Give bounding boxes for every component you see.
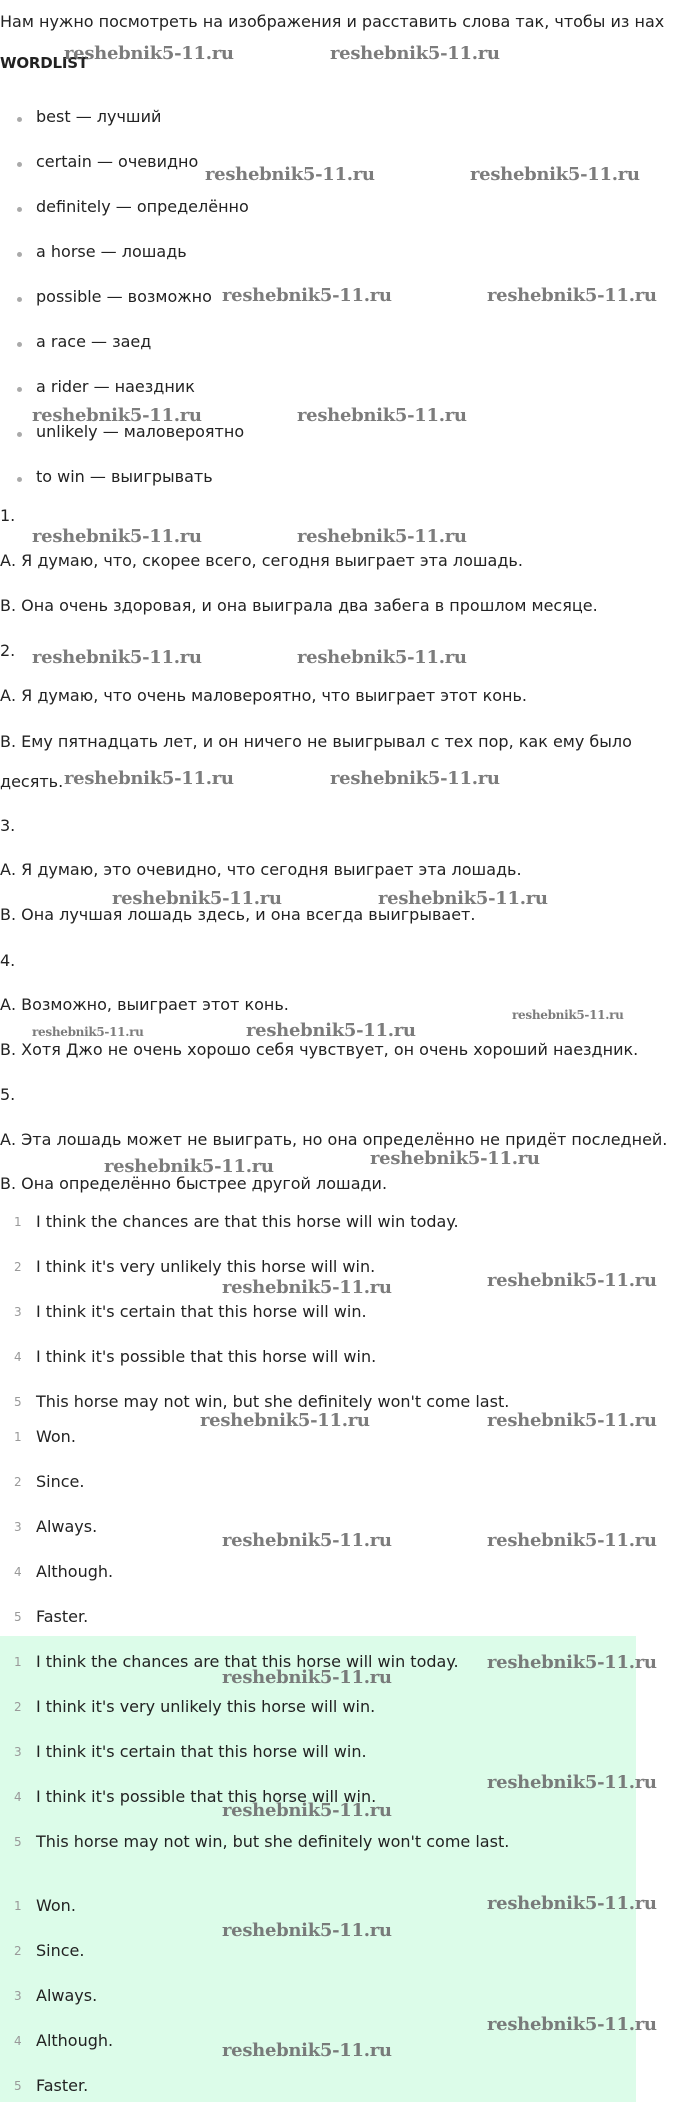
watermark: reshebnik5-11.ru — [32, 647, 202, 668]
watermark: reshebnik5-11.ru — [64, 43, 234, 64]
exercise-line-b: В. Ему пятнадцать лет, и он ничего не выигрывал с тех пор, как ему было — [0, 732, 632, 751]
watermark: reshebnik5-11.ru — [487, 2014, 657, 2035]
wordlist-item: to win — выигрывать — [36, 467, 213, 486]
watermark: reshebnik5-11.ru — [487, 1270, 657, 1291]
answer-list-number: 5 — [14, 1835, 22, 1849]
exercise-line-a: А. Возможно, выиграет этот конь. — [0, 995, 289, 1014]
exercise-line-b-cont: десять. — [0, 772, 64, 791]
exercise-number: 3. — [0, 816, 16, 835]
bullet-icon — [17, 387, 22, 392]
connector-item: Won. — [36, 1427, 76, 1446]
connector-item: Always. — [36, 1517, 98, 1536]
watermark: reshebnik5-11.ru — [222, 1667, 392, 1688]
list-number: 3 — [14, 1520, 22, 1534]
list-number: 4 — [14, 1350, 22, 1364]
answer-list-number: 2 — [14, 1944, 22, 1958]
sentence-item: This horse may not win, but she definitely won't come last. — [36, 1392, 510, 1411]
wordlist-item: a race — заед — [36, 332, 152, 351]
intro-text: Нам нужно посмотреть на изображения и расставить слова так, чтобы из нах — [0, 12, 665, 31]
watermark: reshebnik5-11.ru — [222, 2040, 392, 2061]
watermark: reshebnik5-11.ru — [32, 1025, 144, 1039]
wordlist-item: certain — очевидно — [36, 152, 199, 171]
list-number: 3 — [14, 1305, 22, 1319]
list-number: 1 — [14, 1430, 22, 1444]
watermark: reshebnik5-11.ru — [297, 405, 467, 426]
list-number: 5 — [14, 1395, 22, 1409]
exercise-number: 1. — [0, 506, 16, 525]
answer-connector-item: Always. — [36, 1986, 98, 2005]
wordlist-item: best — лучший — [36, 107, 162, 126]
exercise-number: 4. — [0, 951, 16, 970]
list-number: 5 — [14, 1610, 22, 1624]
watermark: reshebnik5-11.ru — [104, 1156, 274, 1177]
answer-sentence-item: This horse may not win, but she definitely won't come last. — [36, 1832, 510, 1851]
watermark: reshebnik5-11.ru — [330, 768, 500, 789]
watermark: reshebnik5-11.ru — [370, 1148, 540, 1169]
watermark: reshebnik5-11.ru — [205, 164, 375, 185]
wordlist-item: possible — возможно — [36, 287, 212, 306]
exercise-line-a: А. Я думаю, это очевидно, что сегодня выиграет эта лошадь. — [0, 860, 522, 879]
watermark: reshebnik5-11.ru — [487, 285, 657, 306]
connector-item: Since. — [36, 1472, 85, 1491]
connector-item: Although. — [36, 1562, 114, 1581]
exercise-line-b: В. Она определённо быстрее другой лошади. — [0, 1174, 388, 1193]
watermark: reshebnik5-11.ru — [200, 1410, 370, 1431]
exercise-line-a: А. Я думаю, что, скорее всего, сегодня выиграет эта лошадь. — [0, 551, 523, 570]
watermark: reshebnik5-11.ru — [64, 768, 234, 789]
answer-sentence-item: I think the chances are that this horse will win today. — [36, 1652, 459, 1671]
watermark: reshebnik5-11.ru — [32, 405, 202, 426]
answer-sentence-item: I think it's very unlikely this horse will win. — [36, 1697, 376, 1716]
watermark: reshebnik5-11.ru — [487, 1893, 657, 1914]
answer-list-number: 2 — [14, 1700, 22, 1714]
watermark: reshebnik5-11.ru — [222, 1920, 392, 1941]
answer-connector-item: Won. — [36, 1896, 76, 1915]
bullet-icon — [17, 207, 22, 212]
list-number: 4 — [14, 1565, 22, 1579]
list-number: 2 — [14, 1260, 22, 1274]
watermark: reshebnik5-11.ru — [222, 1277, 392, 1298]
watermark: reshebnik5-11.ru — [222, 285, 392, 306]
bullet-icon — [17, 252, 22, 257]
sentence-item: I think it's certain that this horse will win. — [36, 1302, 367, 1321]
sentence-item: I think it's very unlikely this horse will win. — [36, 1257, 376, 1276]
answer-list-number: 4 — [14, 1790, 22, 1804]
answer-list-number: 3 — [14, 1745, 22, 1759]
wordlist-item: definitely — определённо — [36, 197, 249, 216]
wordlist-item: a horse — лошадь — [36, 242, 187, 261]
answer-connector-item: Faster. — [36, 2076, 89, 2095]
answer-sentence-item: I think it's possible that this horse will win. — [36, 1787, 377, 1806]
connector-item: Faster. — [36, 1607, 89, 1626]
watermark: reshebnik5-11.ru — [330, 43, 500, 64]
watermark: reshebnik5-11.ru — [297, 647, 467, 668]
bullet-icon — [17, 117, 22, 122]
exercise-line-a: А. Эта лошадь может не выиграть, но она определённо не придёт последней. — [0, 1130, 668, 1149]
wordlist-title: WORDLIST — [0, 54, 88, 72]
answer-list-number: 4 — [14, 2034, 22, 2048]
exercise-number: 2. — [0, 641, 16, 660]
watermark: reshebnik5-11.ru — [32, 526, 202, 547]
wordlist-item: unlikely — маловероятно — [36, 422, 245, 441]
exercise-number: 5. — [0, 1085, 16, 1104]
watermark: reshebnik5-11.ru — [487, 1530, 657, 1551]
answer-list-number: 1 — [14, 1899, 22, 1913]
watermark: reshebnik5-11.ru — [487, 1652, 657, 1673]
bullet-icon — [17, 342, 22, 347]
answer-list-number: 5 — [14, 2079, 22, 2093]
sentence-item: I think the chances are that this horse will win today. — [36, 1212, 459, 1231]
sentence-item: I think it's possible that this horse will win. — [36, 1347, 377, 1366]
watermark: reshebnik5-11.ru — [246, 1020, 416, 1041]
answer-list-number: 1 — [14, 1655, 22, 1669]
watermark: reshebnik5-11.ru — [487, 1772, 657, 1793]
answer-connector-item: Although. — [36, 2031, 114, 2050]
watermark: reshebnik5-11.ru — [222, 1800, 392, 1821]
answer-list-number: 3 — [14, 1989, 22, 2003]
answer-sentence-item: I think it's certain that this horse will win. — [36, 1742, 367, 1761]
watermark: reshebnik5-11.ru — [512, 1008, 624, 1022]
list-number: 1 — [14, 1215, 22, 1229]
bullet-icon — [17, 432, 22, 437]
exercise-line-a: А. Я думаю, что очень маловероятно, что выиграет этот конь. — [0, 686, 528, 705]
watermark: reshebnik5-11.ru — [470, 164, 640, 185]
watermark: reshebnik5-11.ru — [112, 888, 282, 909]
exercise-line-b: В. Она очень здоровая, и она выиграла два забега в прошлом месяце. — [0, 596, 598, 615]
exercise-line-b: В. Хотя Джо не очень хорошо себя чувствует, он очень хороший наездник. — [0, 1040, 639, 1059]
watermark: reshebnik5-11.ru — [378, 888, 548, 909]
list-number: 2 — [14, 1475, 22, 1489]
bullet-icon — [17, 297, 22, 302]
wordlist-item: a rider — наездник — [36, 377, 195, 396]
watermark: reshebnik5-11.ru — [487, 1410, 657, 1431]
exercise-line-b: В. Она лучшая лошадь здесь, и она всегда выигрывает. — [0, 905, 476, 924]
bullet-icon — [17, 477, 22, 482]
watermark: reshebnik5-11.ru — [222, 1530, 392, 1551]
bullet-icon — [17, 162, 22, 167]
answer-connector-item: Since. — [36, 1941, 85, 1960]
watermark: reshebnik5-11.ru — [297, 526, 467, 547]
